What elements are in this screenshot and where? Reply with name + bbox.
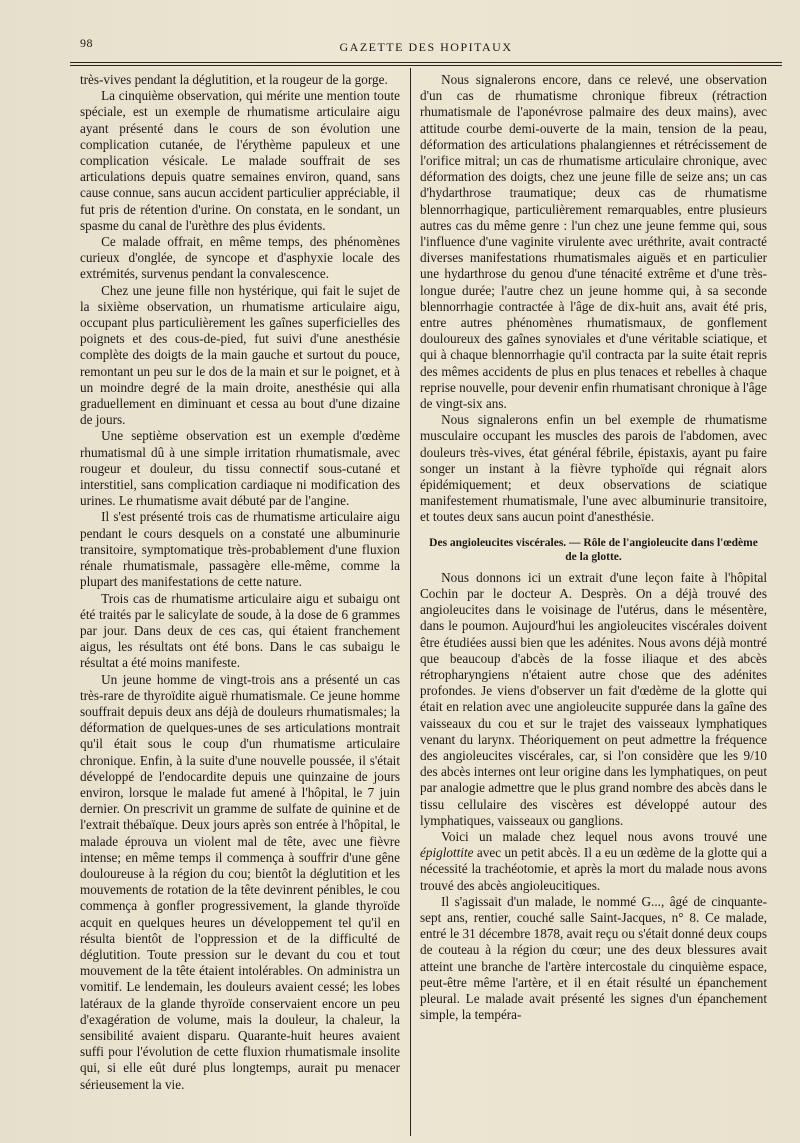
paragraph: Une septième observation est un exemple d'œdème rhumatismal dû à une simple irritation rhumatismale, avec rougeur et douleur, du tissu connectif sous-cutané et interstitiel, sans complication cardiaque ni modification des urines. Le rhumatisme avait débuté par de l'angine. [80, 428, 400, 509]
paragraph: Il s'agissait d'un malade, le nommé G..., âgé de cinquante-sept ans, rentier, couché salle Saint-Jacques, n° 8. Ce malade, entré le 31 décembre 1878, avait reçu ou s'était donné deux coups de couteau à la région du cœur; une des deux blessures avait atteint une branche de l'artère intercostale du cinquième espace, peut-être même l'artère, et il en était résulté un épanchement pleural. Le malade avait présenté les signes d'un épanchement simple, la tempéra- [420, 893, 767, 1023]
paragraph: Trois cas de rhumatisme articulaire aigu et subaigu ont été traités par le salicylate de soude, à la dose de 6 grammes par jour. Dans deux de ces cas, qui étaient franchement aigus, les résultats ont été bons. Dans le cas subaigu le résultat a été moins manifeste. [80, 590, 400, 671]
paragraph [420, 829, 767, 894]
paragraph: Il s'est présenté trois cas de rhumatisme articulaire aigu pendant le cours desquels on a constaté une albuminurie transitoire, symptomatique très-probablement d'une fluxion rénale rhumatismale, passagère elle-même, comme la plupart des manifestations de cette nature. [80, 509, 400, 590]
text-run: Voici un malade chez lequel nous avons trouvé une [441, 828, 767, 844]
right-column [420, 72, 767, 1023]
paragraph: Ce malade offrait, en même temps, des phénomènes curieux d'onglée, de syncope et d'asphyxie locale des extrémités, survenus pendant la convalescence. [80, 234, 400, 282]
column-separator [410, 68, 411, 1136]
page-header [70, 36, 782, 60]
paragraph: Un jeune homme de vingt-trois ans a présenté un cas très-rare de thyroïdite aiguë rhumatismale. Ce jeune homme souffrait depuis deux ans déjà de douleurs rhumatismales; la déformation de quelques-unes de ses articulations montrait qu'il était sous le coup d'un rhumatisme articulaire chronique. Enfin, à la suite d'une nouvelle poussée, il s'était développé de l'endocardite depuis une quinzaine de jours environ, lorsque le malade fut amené à l'hôpital, le 7 juin dernier. On prescrivit un gramme de sulfate de quinine et de l'extrait thébaïque. Deux jours après son entrée à l'hôpital, le malade éprouva un violent mal de tête, avec une fièvre intense; en même temps il commença à souffrir d'une gêne douloureuse à la région du cou; bientôt la déglutition et les mouvements de rotation de la tête devinrent pénibles, le cou commença à gonfler progressivement, la glande thyroïde acquit en quelques heures un développement tel qu'il en résulta bientôt de l'oppression et de la difficulté de déglutition. Toute pression sur le devant du cou et tout mouvement de la tête étaient intolérables. On administra un vomitif. Le lendemain, les douleurs avaient cessé; les lobes latéraux de la glande thyroïde conservaient encore un peu d'exagération de volume, mais la douleur, la chaleur, la sensibilité avaient disparu. Quarante-huit heures avaient suffi pour l'évolution de cette fluxion rhumatismale insolite qui, si elle eût duré plus longtemps, aurait pu menacer sérieusement la vie. [80, 671, 400, 1092]
page-number: 98 [80, 36, 93, 50]
paragraph: La cinquième observation, qui mérite une mention toute spéciale, est un exemple de rhumatisme articulaire aigu ayant présenté dans le cours de son évolution une complication cutanée, de l'érythème papuleux et une complication vésicale. Le malade souffrait de ses articulations depuis quatre semaines environ, quand, sans cause connue, sans aucun accident particulier appréciable, il fut pris de rétention d'urine. On constata, en le sondant, un spasme du canal de l'urèthre des plus évidents. [80, 88, 400, 233]
paragraph: Chez une jeune fille non hystérique, qui fait le sujet de la sixième observation, un rhumatisme articulaire aigu, occupant plus particulièrement les gaînes superficielles des poignets et des cous-de-pied, fut suivi d'une anesthésie complète des doigts de la main gauche et surtout du pouce, remontant un peu sur le dos de la main et sur le poignet, et à un moindre degré de la main droite, anesthésie qui alla graduellement en diminuant et cessa au bout d'une dizaine de jours. [80, 282, 400, 428]
paragraph: Nous signalerons encore, dans ce relevé, une observation d'un cas de rhumatisme chronique fibreux (rétraction rhumatismale de l'aponévrose palmaire des deux mains), avec attitude courbe demi-ouverte de la main, tension de la peau, déformation des articulations phalangiennes et rétrécissement de l'orifice mitral; un cas de rhumatisme articulaire chronique, avec déformation des doigts, chez une jeune fille de seize ans; un cas d'hydarthrose traumatique; deux cas de rhumatisme blennorrhagique, particulièrement remarquables, entre plusieurs autres cas du même genre : l'un chez une jeune femme qui, sous l'influence d'une vaginite virulente avec uréthrite, avait contracté diverses manifestations rhumatismales aiguës et en particulier une hydarthrose du genou d'une ténacité extrême et d'une très-longue durée; l'autre chez un jeune homme qui, à sa seconde blennorrhagie contractée à l'âge de dix-huit ans, avait été pris, entre autres phénomènes rhumatismaux, de gonflement douloureux des gaînes synoviales et d'une véritable sciatique, et qui à chaque blennorrhagie qu'il contracta par la suite était repris des mêmes accidents de plus en plus tenaces et rebelles à chaque reprise nouvelle, pour devenir enfin rhumatisant chronique à l'âge de vingt-six ans. [420, 72, 767, 412]
header-rule-bottom [70, 65, 782, 66]
text-run: avec un petit abcès. Il a eu un œdème de la glotte qui a nécessité la trachéotomie, et après la mort du malade nous avons trouvé des abcès angioleucitiques. [420, 845, 767, 893]
paragraph: Nous donnons ici un extrait d'une leçon faite à l'hôpital Cochin par le docteur A. Desprès. On a déjà trouvé des angioleucites dans le voisinage de l'utérus, dans le mésentère, dans le poumon. Aujourd'hui les angioleucites viscérales doivent être étudiées aussi bien que les adénites. Nous avons déjà montré que beaucoup d'abcès de la fosse iliaque et des abcès rétropharyngiens n'étaient autre chose que des adénites profondes. Je viens d'observer un fait d'œdème de la glotte qui était en relation avec une angioleucite suppurée dans la gaîne des vaisseaux du cou et sur le trajet des vaisseaux lymphatiques venant du larynx. Théoriquement on peut admettre la fréquence des angioleucites viscérales, car, si l'on considère que les 9/10 des abcès internes ont leur origine dans les lymphatiques, on peut par analogie admettre que le plus grand nombre des abcès dans le tissu cellulaire des viscères est développé autour des lymphatiques, vaisseaux ou ganglions. [420, 569, 767, 828]
italic-term: épiglottite [420, 845, 474, 861]
section-title: Des angioleucites viscérales. — Rôle de l'angioleucite dans l'œdème de la glotte. [429, 536, 758, 563]
left-column [80, 72, 400, 1093]
header-rule-top [70, 62, 782, 63]
paragraph: Nous signalerons enfin un bel exemple de rhumatisme musculaire occupant les muscles des parois de l'abdomen, avec douleurs très-vives, état général fébrile, épistaxis, ayant pu faire songer un instant à la fièvre typhoïde qui régnait alors épidémiquement; et deux observations de sciatique manifestement rhumatismale, l'une avec albuminurie transitoire, et toutes deux sans aucun point d'anesthésie. [420, 412, 767, 525]
journal-title: GAZETTE DES HOPITAUX [339, 40, 513, 54]
paragraph: très-vives pendant la déglutition, et la rougeur de la gorge. [80, 72, 388, 87]
